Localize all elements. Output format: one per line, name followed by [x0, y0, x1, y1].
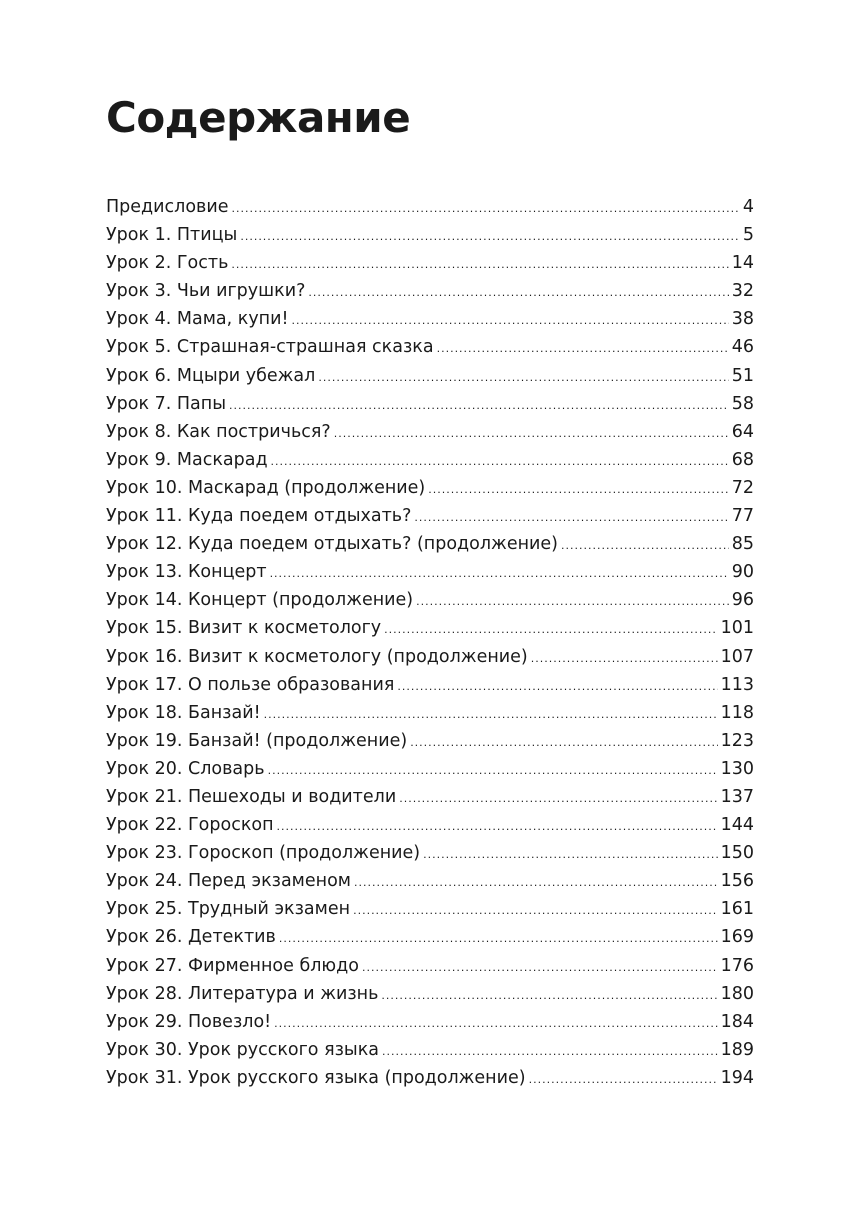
toc-entry: [106, 980, 754, 1008]
toc-entry-page-number: 156: [720, 871, 754, 892]
toc-entry-title: Урок 4. Мама, купи!: [106, 309, 289, 330]
dot-leader: [410, 729, 717, 757]
toc-entry: [106, 614, 754, 642]
toc-entry-page-number: 4: [742, 197, 754, 217]
dot-leader: [270, 560, 729, 588]
toc-entry-page-number: 51: [731, 365, 754, 386]
toc-entry-page-number: 180: [720, 983, 754, 1004]
toc-entry-page-number: 96: [731, 590, 754, 611]
toc-entry-page-number: 107: [720, 646, 754, 667]
dot-leader: [277, 813, 718, 841]
toc-entry-page-number: 161: [720, 899, 754, 920]
dot-leader: [428, 476, 728, 504]
toc-entry: [106, 755, 754, 783]
toc-entry: [106, 249, 754, 277]
dot-leader: [229, 392, 729, 420]
toc-entry: [106, 446, 754, 474]
toc-entry-title: Урок 12. Куда поедем отдыхать? (продолжение): [106, 534, 558, 555]
toc-entry-title: Урок 30. Урок русского языка: [106, 1039, 380, 1060]
dot-leader: [268, 757, 718, 785]
toc-entry-page-number: 85: [731, 534, 754, 555]
dot-leader: [381, 982, 717, 1010]
toc-entry-page-number: 123: [720, 730, 754, 751]
toc-entry: [106, 474, 754, 502]
toc-entry-title: Урок 19. Банзай! (продолжение): [106, 730, 408, 751]
toc-entry-title: Урок 18. Банзай!: [106, 702, 261, 723]
toc-entry-page-number: 144: [720, 815, 754, 836]
toc-entry-title: Предисловие: [106, 197, 229, 217]
toc-entry-title: Урок 5. Страшная-страшная сказка: [106, 337, 434, 358]
toc-entry-page-number: 150: [720, 843, 754, 864]
toc-entry-title: Урок 29. Повезло!: [106, 1011, 272, 1032]
toc-entry: [106, 558, 754, 586]
table-of-contents: [106, 193, 754, 1092]
toc-entry-page-number: 68: [731, 449, 754, 470]
toc-entry-title: Урок 16. Визит к косметологу (продолжение): [106, 646, 528, 667]
toc-entry: [106, 923, 754, 951]
toc-entry-page-number: 118: [720, 702, 754, 723]
dot-leader: [416, 588, 729, 616]
dot-leader: [334, 420, 729, 448]
toc-entry-title: Урок 7. Папы: [106, 393, 227, 414]
toc-entry-page-number: 130: [720, 758, 754, 779]
toc-entry-title: Урок 10. Маскарад (продолжение): [106, 477, 426, 498]
toc-entry: [106, 895, 754, 923]
toc-entry-title: Урок 3. Чьи игрушки?: [106, 281, 306, 302]
dot-leader: [240, 223, 740, 251]
dot-leader: [231, 195, 739, 223]
toc-entry-title: Урок 20. Словарь: [106, 758, 265, 779]
toc-entry-title: Урок 13. Концерт: [106, 562, 267, 583]
dot-leader: [279, 925, 718, 953]
toc-entry: [106, 1064, 754, 1092]
toc-entry: [106, 502, 754, 530]
dot-leader: [362, 954, 718, 982]
toc-entry-title: Урок 1. Птицы: [106, 225, 238, 246]
toc-entry: [106, 867, 754, 895]
dot-leader: [531, 645, 718, 673]
toc-entry-title: Урок 22. Гороскоп: [106, 815, 274, 836]
toc-entry-page-number: 32: [731, 281, 754, 302]
toc-entry-title: Урок 23. Гороскоп (продолжение): [106, 843, 421, 864]
toc-entry-page-number: 194: [720, 1067, 754, 1088]
dot-leader: [414, 504, 728, 532]
toc-entry-title: Урок 21. Пешеходы и водители: [106, 786, 397, 807]
dot-leader: [308, 279, 728, 307]
toc-entry-page-number: 101: [720, 618, 754, 639]
toc-entry-page-number: 77: [731, 506, 754, 527]
dot-leader: [423, 841, 717, 869]
dot-leader: [397, 673, 717, 701]
dot-leader: [354, 869, 718, 897]
toc-entry: [106, 1036, 754, 1064]
toc-entry-title: Урок 2. Гость: [106, 253, 229, 274]
toc-entry-title: Урок 24. Перед экзаменом: [106, 871, 351, 892]
toc-entry-page-number: 184: [720, 1011, 754, 1032]
dot-leader: [399, 785, 717, 813]
toc-entry-page-number: 189: [720, 1039, 754, 1060]
toc-entry-title: Урок 9. Маскарад: [106, 449, 268, 470]
toc-entry-title: Урок 25. Трудный экзамен: [106, 899, 351, 920]
dot-leader: [264, 701, 718, 729]
toc-entry-title: Урок 15. Визит к косметологу: [106, 618, 382, 639]
toc-entry: [106, 586, 754, 614]
toc-entry: [106, 643, 754, 671]
dot-leader: [231, 251, 728, 279]
toc-entry-page-number: 64: [731, 421, 754, 442]
dot-leader: [384, 616, 717, 644]
toc-entry-title: Урок 6. Мцыри убежал: [106, 365, 316, 386]
toc-entry: [106, 277, 754, 305]
toc-entry-title: Урок 26. Детектив: [106, 927, 276, 948]
toc-entry: [106, 671, 754, 699]
toc-entry-page-number: 5: [742, 225, 754, 246]
toc-entry-title: Урок 11. Куда поедем отдыхать?: [106, 506, 412, 527]
toc-entry-page-number: 176: [720, 955, 754, 976]
toc-entry: [106, 193, 754, 221]
toc-entry: [106, 1008, 754, 1036]
toc-entry: [106, 783, 754, 811]
toc-entry-page-number: 137: [720, 786, 754, 807]
dot-leader: [437, 335, 729, 363]
toc-entry-title: Урок 8. Как постричься?: [106, 421, 331, 442]
toc-entry-page-number: 46: [731, 337, 754, 358]
toc-entry-page-number: 90: [731, 562, 754, 583]
dot-leader: [318, 364, 728, 392]
toc-entry: [106, 390, 754, 418]
toc-entry-page-number: 14: [731, 253, 754, 274]
toc-entry: [106, 333, 754, 361]
dot-leader: [382, 1038, 718, 1066]
toc-entry: [106, 221, 754, 249]
toc-entry: [106, 530, 754, 558]
toc-entry-title: Урок 31. Урок русского языка (продолжение): [106, 1067, 526, 1088]
toc-entry-title: Урок 14. Концерт (продолжение): [106, 590, 414, 611]
toc-entry: [106, 699, 754, 727]
dot-leader: [274, 1010, 717, 1038]
toc-entry: [106, 727, 754, 755]
toc-entry: [106, 418, 754, 446]
dot-leader: [271, 448, 729, 476]
toc-entry-title: Урок 27. Фирменное блюдо: [106, 955, 359, 976]
toc-entry: [106, 811, 754, 839]
toc-entry-page-number: 113: [720, 674, 754, 695]
toc-entry: [106, 839, 754, 867]
toc-entry-title: Урок 28. Литература и жизнь: [106, 983, 379, 1004]
toc-entry: [106, 305, 754, 333]
toc-entry: [106, 952, 754, 980]
toc-entry: [106, 362, 754, 390]
page-title: Содержание: [106, 93, 411, 142]
toc-entry-page-number: 169: [720, 927, 754, 948]
dot-leader: [529, 1066, 718, 1094]
toc-entry-page-number: 72: [731, 477, 754, 498]
toc-entry-page-number: 58: [731, 393, 754, 414]
dot-leader: [561, 532, 729, 560]
toc-entry-title: Урок 17. О пользе образования: [106, 674, 395, 695]
dot-leader: [353, 897, 718, 925]
toc-entry-page-number: 38: [731, 309, 754, 330]
dot-leader: [292, 307, 729, 335]
